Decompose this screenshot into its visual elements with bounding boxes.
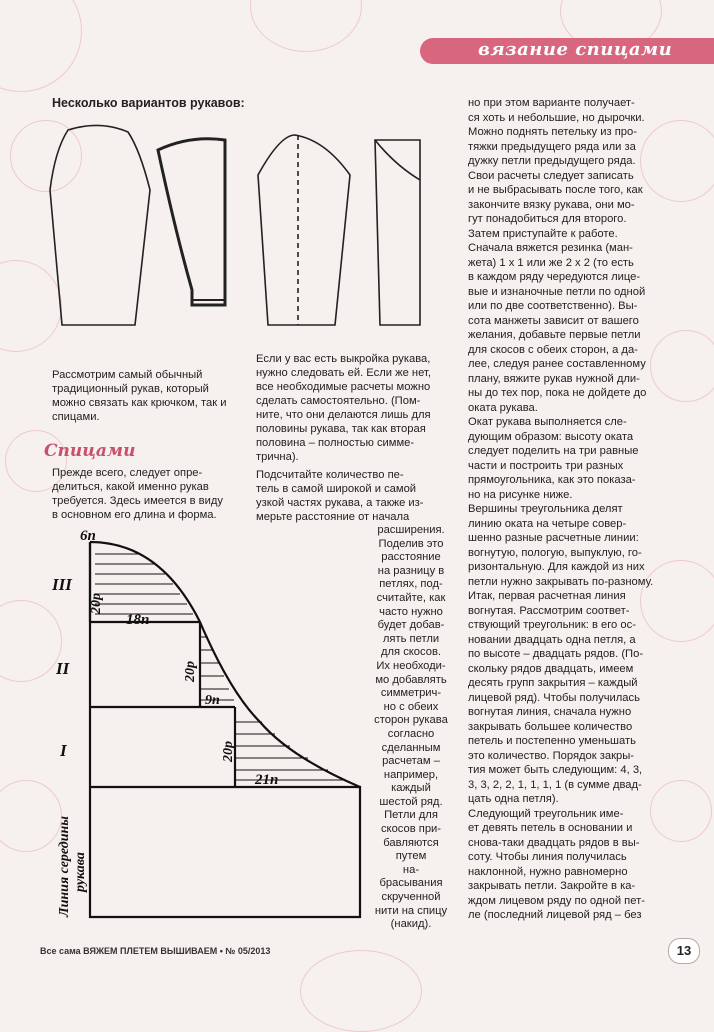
text-line: тяжки предыдущего ряда или за bbox=[468, 140, 636, 153]
text-line: ствующий треугольник: в его ос- bbox=[468, 619, 636, 631]
text-line: желания, добавьте первые петли bbox=[468, 329, 641, 341]
text-line: ся хоть и небольшие, но дырочки. bbox=[468, 111, 645, 124]
text-line: путем bbox=[395, 850, 427, 863]
text-line: это количество. Порядок закры- bbox=[468, 749, 634, 762]
text-line: закрывать большее количество bbox=[468, 720, 633, 733]
text-line: на разницу в bbox=[377, 564, 445, 577]
text-line: трична). bbox=[256, 451, 299, 463]
text-line: вогнутая линия, сначала нужно bbox=[468, 706, 632, 718]
text-line: сделанным bbox=[381, 741, 441, 754]
text-line: соту. Чтобы линия получилась bbox=[468, 851, 627, 863]
text-line: ждом лицевом ряду по одной пет- bbox=[468, 894, 645, 907]
text-line: узкой частях рукава, а также из- bbox=[256, 497, 424, 509]
label-rows-2: 20р bbox=[183, 661, 198, 682]
text-line: Можно поднять петельку из про- bbox=[468, 126, 637, 138]
text-line: на- bbox=[402, 863, 420, 876]
middle-paragraph-2 bbox=[256, 468, 456, 524]
text-line: расчетам – bbox=[382, 755, 440, 768]
text-line: симметрич- bbox=[380, 687, 442, 700]
text-line: десять групп закрытия – каждый bbox=[468, 677, 638, 689]
text-line: цать одна петля). bbox=[468, 793, 559, 805]
text-line: каждый bbox=[391, 782, 431, 795]
text-line: расстояние bbox=[381, 551, 441, 564]
label-rows-1: 20р bbox=[89, 593, 104, 614]
text-line: Если у вас есть выкройка рукава, bbox=[256, 353, 431, 365]
text-line: скольку рядов двадцать, имеем bbox=[468, 662, 634, 675]
text-line: считайте, как bbox=[376, 591, 446, 604]
text-line: дующим образом: высоту оката bbox=[468, 430, 634, 443]
text-line: бавляются bbox=[383, 836, 439, 849]
text-line: новании двадцать одна петля, а bbox=[468, 633, 636, 646]
text-line: по высоте – двадцать рядов. (По- bbox=[468, 648, 644, 660]
text-line: вогнутая. Рассмотрим соответ- bbox=[468, 604, 630, 617]
label-top: 6п bbox=[80, 528, 96, 544]
text-line: например, bbox=[383, 768, 439, 781]
label-stitches-1: 18п bbox=[126, 612, 150, 628]
text-line: половины рукава, так как вторая bbox=[256, 423, 426, 435]
flower-decoration bbox=[300, 950, 422, 1032]
text-line: Прежде всего, следует опре- bbox=[52, 467, 203, 479]
text-line: петли нужно закрывать по-разному. bbox=[468, 575, 654, 588]
text-line: линию оката на четыре совер- bbox=[468, 517, 627, 530]
label-stitches-2: 9п bbox=[205, 693, 220, 708]
section-title: вязание спицами bbox=[478, 39, 673, 60]
text-line: лицевой ряд). Чтобы получилась bbox=[468, 691, 640, 704]
text-line: и не выбрасывать после того, как bbox=[468, 184, 643, 196]
text-line: следует поделить на три равные bbox=[468, 445, 639, 457]
text-line: сота манжеты зависит от вашего bbox=[468, 314, 639, 327]
text-line: прямоугольника, как это показа- bbox=[468, 474, 636, 486]
text-line: петель и постепенно уменьшать bbox=[468, 735, 636, 747]
text-line: шестой ряд. bbox=[379, 795, 443, 808]
text-line: тия может быть следующим: 4, 3, bbox=[468, 764, 643, 776]
text-line: ны до тех пор, пока не дойдете до bbox=[468, 387, 647, 399]
intro-left bbox=[52, 368, 242, 424]
text-line: Поделив это bbox=[378, 537, 444, 550]
text-line: наклонной, нужно равномерно bbox=[468, 865, 628, 878]
text-line: скрученной bbox=[381, 891, 441, 904]
text-line: петлях, под- bbox=[379, 578, 443, 591]
footer: Все сама ВЯЖЕМ ПЛЕТЕМ ВЫШИВАЕМ • № 05/2013 bbox=[40, 946, 271, 956]
text-line: мерьте расстояние от начала bbox=[256, 511, 410, 523]
text-line: брасывания bbox=[379, 877, 443, 890]
text-line: мо добавлять bbox=[375, 673, 447, 686]
text-line: гут понадобиться для второго. bbox=[468, 213, 627, 225]
flower-decoration bbox=[250, 0, 362, 52]
text-line: спицами. bbox=[52, 411, 100, 423]
text-line: ет девять петель в основании и bbox=[468, 822, 633, 834]
text-line: (накид). bbox=[390, 918, 432, 931]
text-line: ните, что они делаются лишь для bbox=[256, 409, 431, 421]
text-line: Итак, первая расчетная линия bbox=[468, 590, 626, 602]
subtitle: Несколько вариантов рукавов: bbox=[52, 96, 245, 110]
text-line: но на рисунке ниже. bbox=[468, 488, 573, 501]
label-part-3: III bbox=[52, 575, 72, 594]
text-line: в основном его длина и форма. bbox=[52, 509, 217, 521]
text-line: но с обеих bbox=[383, 700, 439, 713]
text-line: ризонтальную. Для каждой из них bbox=[468, 561, 645, 573]
label-stitches-3: 21п bbox=[255, 772, 279, 788]
text-line: Вершины треугольника делят bbox=[468, 503, 623, 515]
text-line: вогнутую, пологую, выпуклую, го- bbox=[468, 546, 642, 559]
right-column bbox=[468, 96, 668, 923]
text-line: в каждом ряду чередуются лице- bbox=[468, 271, 641, 283]
text-line: шенно разные расчетные линии: bbox=[468, 532, 639, 544]
text-line: все необходимые расчеты можно bbox=[256, 381, 431, 393]
text-line: Петли для bbox=[384, 809, 438, 822]
text-line: части и построить три разных bbox=[468, 459, 624, 472]
text-line: вые и изнаночные петли по одной bbox=[468, 285, 646, 298]
page-number: 13 bbox=[668, 938, 700, 964]
text-line: дужку петли предыдущего ряда. bbox=[468, 155, 636, 167]
text-line: Затем приступайте к работе. bbox=[468, 227, 618, 240]
text-line: закончите вязку рукава, они мо- bbox=[468, 198, 635, 211]
text-line: нужно следовать ей. Если же нет, bbox=[256, 367, 431, 379]
label-middle-line-2: рукава bbox=[73, 852, 88, 892]
text-line: сделать самостоятельно. (Пом- bbox=[256, 395, 421, 407]
text-line: ле (последний лицевой ряд – без bbox=[468, 909, 642, 921]
text-line: скосов при- bbox=[380, 823, 442, 836]
text-line: оката рукава. bbox=[468, 401, 538, 414]
label-part-1: I bbox=[60, 741, 67, 760]
text-line: тель в самой широкой и самой bbox=[256, 483, 417, 495]
text-line: но при этом варианте получает- bbox=[468, 97, 635, 109]
left-paragraph bbox=[52, 466, 242, 522]
middle-narrow-column bbox=[368, 524, 454, 932]
text-line: Рассмотрим самый обычный bbox=[52, 369, 203, 381]
sleeve-cap-diagram bbox=[40, 522, 370, 932]
text-line: можно связать как крючком, так и bbox=[52, 397, 227, 409]
text-line: закрывать петли. Закройте в ка- bbox=[468, 880, 636, 892]
label-middle-line-1: Линия середины bbox=[57, 816, 72, 917]
text-line: сторон рукава bbox=[374, 714, 448, 727]
section-heading: Спицами bbox=[44, 441, 136, 461]
text-line: Свои расчеты следует записать bbox=[468, 169, 634, 182]
text-line: снова-таки двадцать рядов в вы- bbox=[468, 836, 640, 849]
text-line: Окат рукава выполняется сле- bbox=[468, 416, 627, 428]
text-line: нити на спицу bbox=[374, 904, 448, 917]
text-line: требуется. Здесь имеется в виду bbox=[52, 495, 223, 507]
text-line: Сначала вяжется резинка (ман- bbox=[468, 242, 633, 254]
text-line: согласно bbox=[387, 727, 435, 740]
text-line: расширения. bbox=[377, 524, 445, 536]
text-line: Их необходи- bbox=[376, 659, 446, 672]
text-line: жета) 1 х 1 или же 2 х 2 (то есть bbox=[468, 256, 634, 269]
text-line: делиться, какой именно рукав bbox=[52, 481, 209, 493]
flower-decoration bbox=[0, 0, 82, 92]
text-line: 3, 3, 2, 2, 1, 1, 1, 1 (в сумме двад- bbox=[468, 778, 642, 791]
text-line: Подсчитайте количество пе- bbox=[256, 469, 404, 481]
middle-paragraph-1 bbox=[256, 352, 456, 464]
text-line: лее, следуя ранее составленному bbox=[468, 358, 646, 370]
text-line: или по две соответственно). Вы- bbox=[468, 300, 638, 312]
text-line: будет добав- bbox=[377, 619, 445, 632]
text-line: для скосов. bbox=[380, 646, 442, 659]
label-rows-3: 20р bbox=[221, 741, 236, 762]
text-line: традиционный рукав, который bbox=[52, 383, 209, 395]
text-line: лять петли bbox=[382, 632, 440, 645]
label-part-2: II bbox=[56, 659, 70, 678]
text-line: часто нужно bbox=[379, 605, 443, 618]
text-line: Следующий треугольник име- bbox=[468, 807, 624, 820]
text-line: плану, вяжите рукав нужной дли- bbox=[468, 372, 640, 385]
text-line: для скосов с обеих сторон, а да- bbox=[468, 343, 638, 356]
sleeve-variants-illustration bbox=[40, 110, 440, 345]
text-line: половина – полностью симме- bbox=[256, 437, 415, 449]
